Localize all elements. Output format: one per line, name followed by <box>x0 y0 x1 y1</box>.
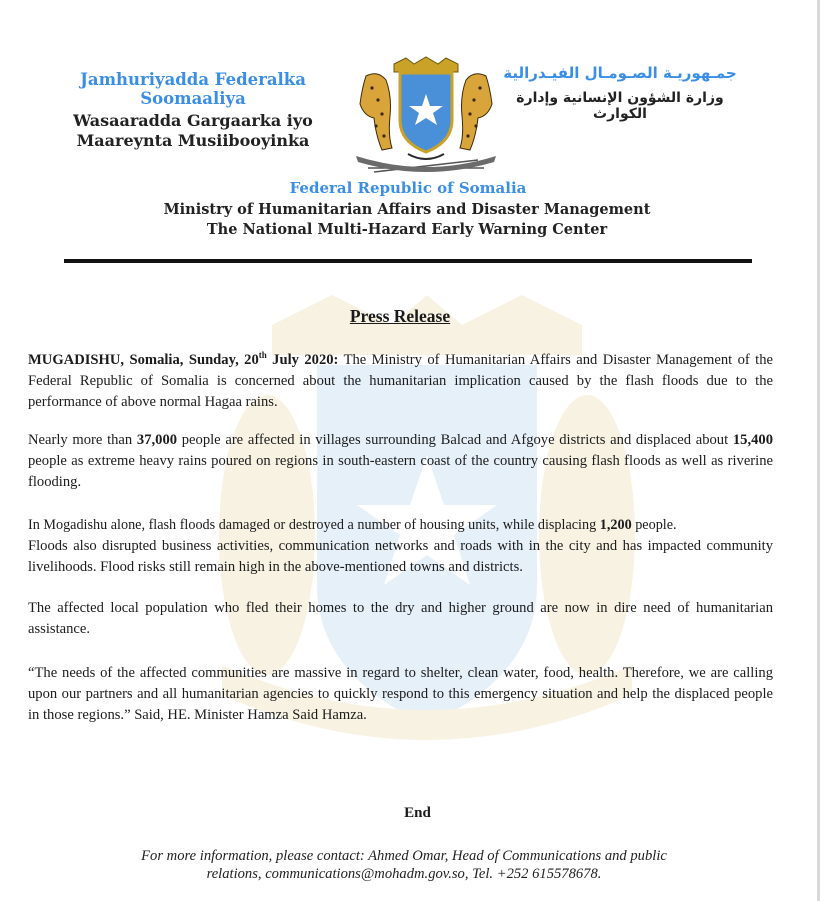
paragraph-affected: Nearly more than 37,000 people are affected in villages surrounding Balcad and Afgoye districts and displaced about 15,400 people as extreme heavy rains poured on regions in south-eastern coast of the country causing flash floods as well as riverine flooding. <box>28 432 773 490</box>
letterhead-left <box>33 70 353 150</box>
paragraph-quote: “The needs of the affected communities are massive in regard to shelter, clean water, food, health. Therefore, we are calling upon our partners and all humanitarian agencies to quickly respond to this emergency situation and help the displaced people in those regions.” Said, HE. Minister Hamza Said Hamza. <box>28 665 773 723</box>
ministry-name-somali-1: Wasaaradda Gargaarka iyo <box>73 111 313 130</box>
somalia-coat-of-arms-icon <box>348 56 504 174</box>
ministry-name-somali-2: Maareynta Musiibooyinka <box>76 131 310 150</box>
letterhead-right <box>500 64 740 122</box>
paragraph-intro <box>28 345 773 413</box>
paragraph-mogadishu: In Mogadishu alone, flash floods damaged or destroyed a number of housing units, while displacing 1,200 people. Floods also disrupted business activities, communication networks and roads with in the city and has impacted community livelihoods. Flood risks still remain high in the above-mentioned towns and districts. <box>28 515 773 578</box>
intro-text: The Ministry of Humanitarian Affairs and Disaster Management of the Federal Republic of Somalia is concerned about the humanitarian implication caused by the flash floods due to the performance of above normal Hagaa rains. <box>28 351 773 410</box>
republic-name-somali: Jamhuriyadda Federalka Soomaaliya <box>80 70 306 108</box>
ministry-name-arabic: وزارة الشؤون الإنسانية وإدارة الكوارث <box>516 90 724 122</box>
displaced-count: 15,400 <box>732 432 773 448</box>
contact-line-1: For more information, please contact: Ahmed Omar, Head of Communications and public <box>141 848 667 864</box>
flood-impact-text: Floods also disrupted business activities, communication networks and roads with in the city and has impacted community livelihoods. Flood risks still remain high in the above-mentioned towns and districts. <box>28 538 773 575</box>
end-marker: End <box>404 805 431 821</box>
republic-name-arabic: جمـهوريـة الصـومـال الفيـدرالية <box>503 64 737 82</box>
contact-line-2: relations, communications@mohadm.gov.so, Tel. +252 615578678. <box>206 866 602 882</box>
republic-name-english: Federal Republic of Somalia <box>289 179 527 197</box>
affected-count: 37,000 <box>136 432 178 448</box>
ministry-name-english: Ministry of Humanitarian Affairs and Disaster Management <box>163 201 651 218</box>
paragraph-needs: The affected local population who fled their homes to the dry and higher ground are now in dire need of humanitarian assistance. <box>28 600 773 637</box>
mogadishu-displaced-count: 1,200 <box>599 517 632 533</box>
header-divider <box>64 259 752 263</box>
contact-info <box>104 847 704 883</box>
document-title: Press Release <box>349 306 451 326</box>
center-name-english: The National Multi-Hazard Early Warning Center <box>206 221 608 238</box>
dateline: MUGADISHU, Somalia, Sunday, 20th July 2020: <box>28 350 339 368</box>
